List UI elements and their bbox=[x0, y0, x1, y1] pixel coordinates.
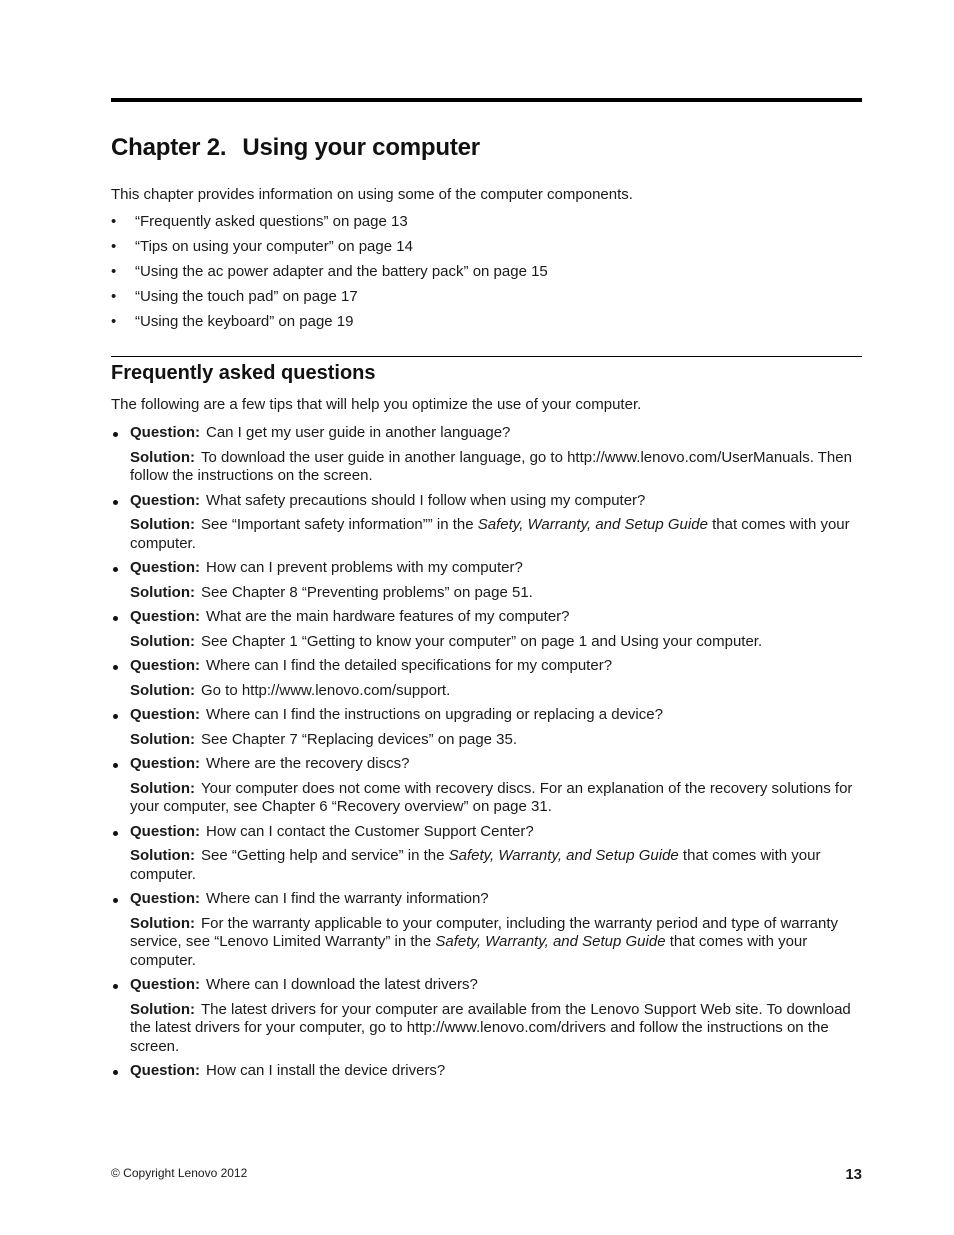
chapter-intro: This chapter provides information on using some of the computer components. bbox=[111, 186, 633, 203]
chapter-title bbox=[111, 134, 480, 162]
bullet-icon: • bbox=[111, 213, 117, 230]
bullet-icon bbox=[113, 714, 118, 719]
solution-label: Solution: bbox=[130, 730, 195, 748]
faq-question: Question: Where can I find the detailed specifications for my computer? bbox=[130, 657, 613, 674]
bullet-icon bbox=[113, 1070, 118, 1075]
faq-solution: Solution: See “Getting help and service” in the Safety, Warranty, and Setup Guide that comes with your computer. bbox=[130, 847, 821, 883]
solution-label: Solution: bbox=[130, 914, 195, 932]
question-label: Question: bbox=[130, 491, 200, 509]
toc-item[interactable]: • “Using the touch pad” on page 17 bbox=[111, 288, 358, 305]
faq-item bbox=[111, 492, 862, 554]
guide-title: Safety, Warranty, and Setup Guide bbox=[435, 933, 666, 950]
footer-copyright: © Copyright Lenovo 2012 bbox=[111, 1166, 248, 1180]
faq-question: Question: How can I install the device drivers? bbox=[130, 1062, 446, 1079]
section-title: Frequently asked questions bbox=[111, 362, 376, 384]
chapter-toc-list bbox=[111, 212, 548, 337]
chapter-number: Chapter 2. bbox=[111, 134, 227, 161]
bullet-icon bbox=[113, 898, 118, 903]
bullet-icon bbox=[113, 665, 118, 670]
question-label: Question: bbox=[130, 657, 200, 674]
solution-label: Solution: bbox=[130, 779, 195, 797]
faq-question: Question: What safety precautions should I follow when using my computer? bbox=[130, 491, 646, 509]
solution-label: Solution: bbox=[130, 681, 195, 699]
faq-question: Question: What are the main hardware features of my computer? bbox=[130, 608, 570, 625]
solution-label: Solution: bbox=[130, 1000, 195, 1018]
faq-question: Question: How can I contact the Customer Support Center? bbox=[130, 822, 534, 840]
faq-item bbox=[111, 823, 862, 885]
bullet-icon bbox=[113, 567, 118, 572]
question-label: Question: bbox=[130, 424, 200, 441]
faq-item bbox=[111, 559, 862, 602]
guide-title: Safety, Warranty, and Setup Guide bbox=[448, 847, 679, 864]
document-page bbox=[111, 0, 862, 1235]
question-label: Question: bbox=[130, 822, 200, 840]
question-label: Question: bbox=[130, 1062, 200, 1079]
question-label: Question: bbox=[130, 755, 200, 772]
question-label: Question: bbox=[130, 706, 200, 723]
bullet-icon bbox=[113, 984, 118, 989]
bullet-icon bbox=[113, 831, 118, 836]
bullet-icon bbox=[113, 616, 118, 621]
section-intro: The following are a few tips that will help you optimize the use of your computer. bbox=[111, 396, 642, 413]
faq-solution: Solution: The latest drivers for your computer are available from the Lenovo Support Web site. To download the latest drivers for your computer, go to http://www.lenovo.com/drivers and follow the instructions on the screen. bbox=[130, 1000, 851, 1055]
bullet-icon: • bbox=[111, 288, 117, 305]
question-label: Question: bbox=[130, 608, 200, 625]
faq-item bbox=[111, 1062, 862, 1081]
solution-label: Solution: bbox=[130, 632, 195, 650]
bullet-icon bbox=[113, 432, 118, 437]
bullet-icon: • bbox=[111, 238, 117, 255]
bullet-icon: • bbox=[111, 263, 117, 280]
faq-question: Question: Where are the recovery discs? bbox=[130, 755, 410, 772]
question-label: Question: bbox=[130, 976, 200, 993]
solution-label: Solution: bbox=[130, 847, 195, 864]
faq-solution: Solution: To download the user guide in another language, go to http://www.lenovo.com/UserManuals. Then follow the instructions on the screen. bbox=[130, 448, 852, 484]
question-label: Question: bbox=[130, 890, 200, 907]
bullet-icon bbox=[113, 500, 118, 505]
faq-item bbox=[111, 657, 862, 700]
chapter-name: Using your computer bbox=[242, 134, 480, 161]
toc-item[interactable]: • “Tips on using your computer” on page 14 bbox=[111, 238, 413, 255]
faq-item bbox=[111, 608, 862, 651]
faq-solution: Solution: See Chapter 8 “Preventing problems” on page 51. bbox=[130, 583, 533, 601]
faq-item bbox=[111, 755, 862, 817]
faq-solution: Solution: Your computer does not come with recovery discs. For an explanation of the recovery solutions for your computer, see Chapter 6 “Recovery overview” on page 31. bbox=[130, 779, 853, 815]
toc-item[interactable]: • “Using the keyboard” on page 19 bbox=[111, 313, 354, 330]
solution-label: Solution: bbox=[130, 583, 195, 601]
chapter-top-rule bbox=[111, 98, 862, 102]
faq-question: Question: Can I get my user guide in another language? bbox=[130, 424, 511, 441]
faq-solution: Solution: Go to http://www.lenovo.com/support. bbox=[130, 681, 451, 699]
solution-label: Solution: bbox=[130, 448, 195, 466]
faq-solution: Solution: See Chapter 7 “Replacing devices” on page 35. bbox=[130, 730, 518, 748]
faq-question: Question: How can I prevent problems with my computer? bbox=[130, 559, 523, 576]
bullet-icon bbox=[113, 763, 118, 768]
faq-question: Question: Where can I download the latest drivers? bbox=[130, 976, 478, 993]
faq-solution: Solution: See Chapter 1 “Getting to know your computer” on page 1 and Using your computer. bbox=[130, 632, 763, 650]
faq-solution: Solution: For the warranty applicable to your computer, including the warranty period and type of warranty service, see “Lenovo Limited Warranty” in the Safety, Warranty, and Setup Guide that comes with your computer. bbox=[130, 914, 838, 969]
bullet-icon: • bbox=[111, 313, 117, 330]
faq-item bbox=[111, 890, 862, 970]
toc-item[interactable]: • “Using the ac power adapter and the battery pack” on page 15 bbox=[111, 263, 548, 280]
faq-solution: Solution: See “Important safety information”” in the Safety, Warranty, and Setup Guide that comes with your computer. bbox=[130, 516, 850, 552]
guide-title: Safety, Warranty, and Setup Guide bbox=[477, 516, 708, 533]
toc-item[interactable]: • “Frequently asked questions” on page 13 bbox=[111, 213, 408, 230]
faq-item bbox=[111, 976, 862, 1056]
section-rule bbox=[111, 356, 862, 357]
faq-question: Question: Where can I find the warranty information? bbox=[130, 890, 489, 907]
faq-item bbox=[111, 706, 862, 749]
faq-list bbox=[111, 424, 862, 1087]
faq-question: Question: Where can I find the instructions on upgrading or replacing a device? bbox=[130, 706, 663, 723]
question-label: Question: bbox=[130, 559, 200, 576]
faq-item bbox=[111, 424, 862, 486]
solution-label: Solution: bbox=[130, 516, 195, 533]
page-number: 13 bbox=[845, 1166, 862, 1183]
